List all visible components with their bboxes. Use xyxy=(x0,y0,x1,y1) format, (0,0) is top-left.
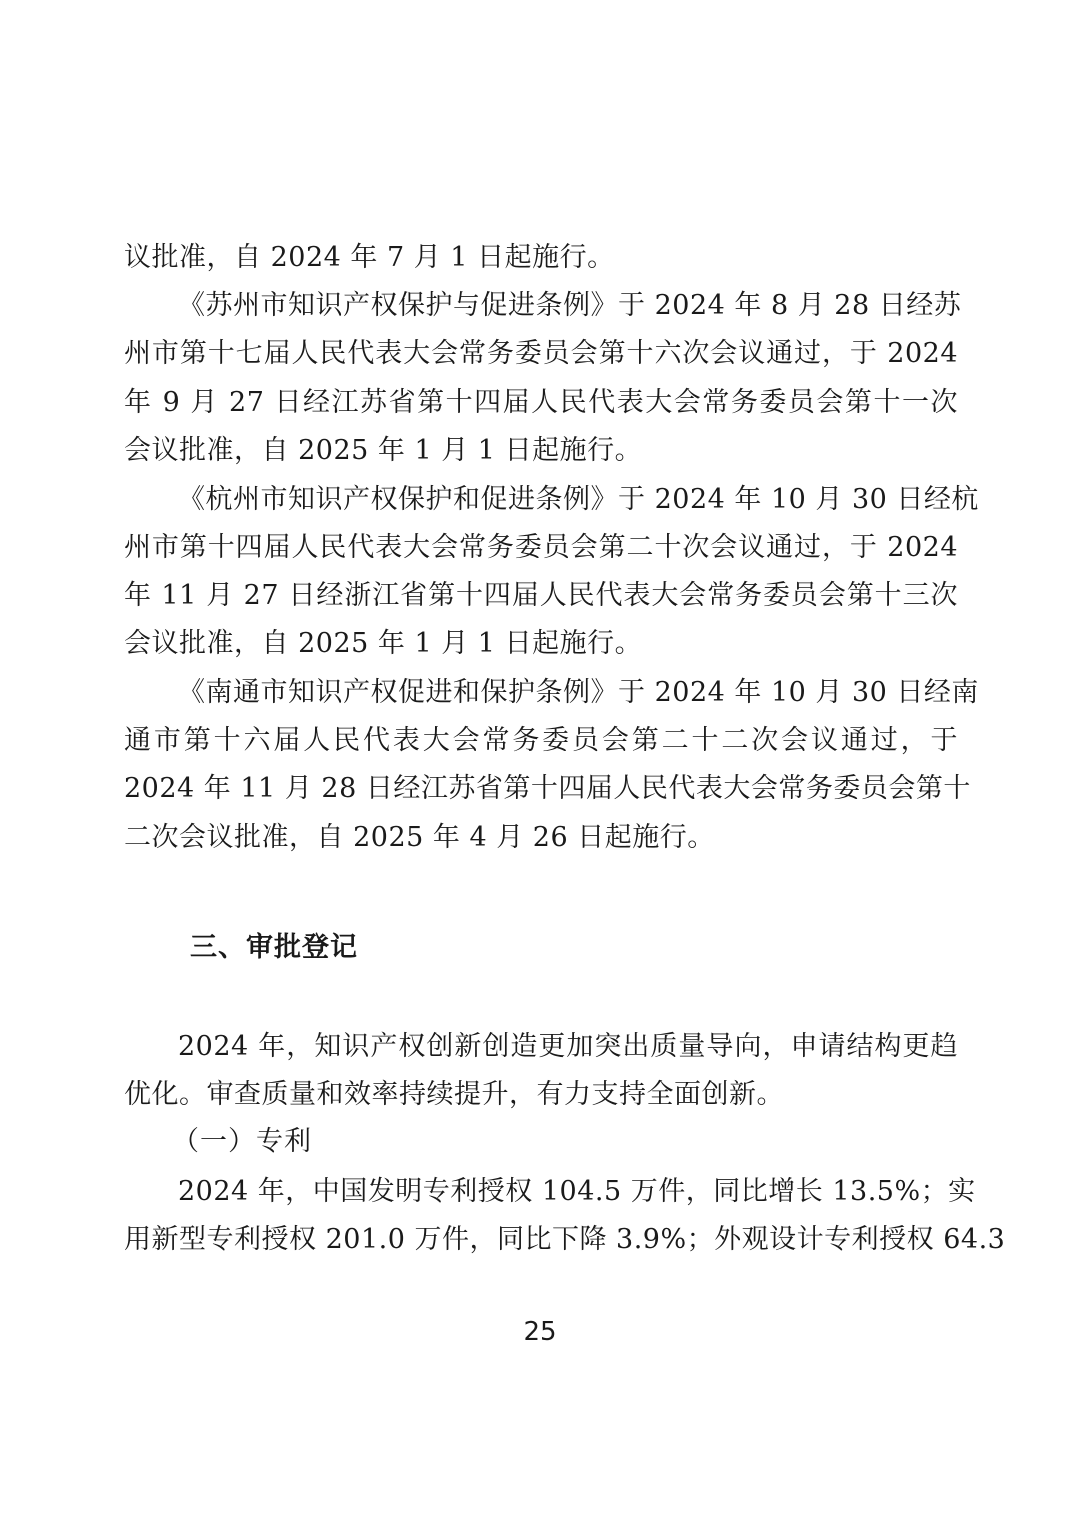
paragraph-line: 年 11 月 27 日经浙江省第十四届人民代表大会常务委员会第十三次 xyxy=(124,580,958,611)
section-heading: 三、审批登记 xyxy=(190,932,358,963)
paragraph-line: 通市第十六届人民代表大会常务委员会第二十二次会议通过，于 xyxy=(124,725,958,756)
subsection-heading: （一）专利 xyxy=(172,1126,312,1157)
paragraph-line: 《杭州市知识产权保护和促进条例》于 2024 年 10 月 30 日经杭 xyxy=(178,484,979,515)
paragraph-line: 《南通市知识产权促进和保护条例》于 2024 年 10 月 30 日经南 xyxy=(178,677,979,708)
paragraph-line: 二次会议批准，自 2025 年 4 月 26 日起施行。 xyxy=(124,822,715,853)
paragraph-line: 2024 年，知识产权创新创造更加突出质量导向，申请结构更趋 xyxy=(178,1031,958,1062)
paragraph-line: 议批准，自 2024 年 7 月 1 日起施行。 xyxy=(124,242,615,273)
paragraph-line: 年 9 月 27 日经江苏省第十四届人民代表大会常务委员会第十一次 xyxy=(124,387,958,418)
paragraph-line: 会议批准，自 2025 年 1 月 1 日起施行。 xyxy=(124,435,643,466)
paragraph-line: 《苏州市知识产权保护与促进条例》于 2024 年 8 月 28 日经苏 xyxy=(178,290,962,321)
paragraph-line: 2024 年 11 月 28 日经江苏省第十四届人民代表大会常务委员会第十 xyxy=(124,773,971,804)
paragraph-line: 用新型专利授权 201.0 万件，同比下降 3.9%；外观设计专利授权 64.3 xyxy=(124,1224,1006,1255)
page-number: 25 xyxy=(523,1317,557,1347)
paragraph-line: 州市第十七届人民代表大会常务委员会第十六次会议通过，于 2024 xyxy=(124,338,958,369)
paragraph-line: 会议批准，自 2025 年 1 月 1 日起施行。 xyxy=(124,628,643,659)
paragraph-line: 州市第十四届人民代表大会常务委员会第二十次会议通过，于 2024 xyxy=(124,532,958,563)
paragraph-line: 优化。审查质量和效率持续提升，有力支持全面创新。 xyxy=(124,1079,784,1110)
paragraph-line: 2024 年，中国发明专利授权 104.5 万件，同比增长 13.5%；实 xyxy=(178,1176,976,1207)
